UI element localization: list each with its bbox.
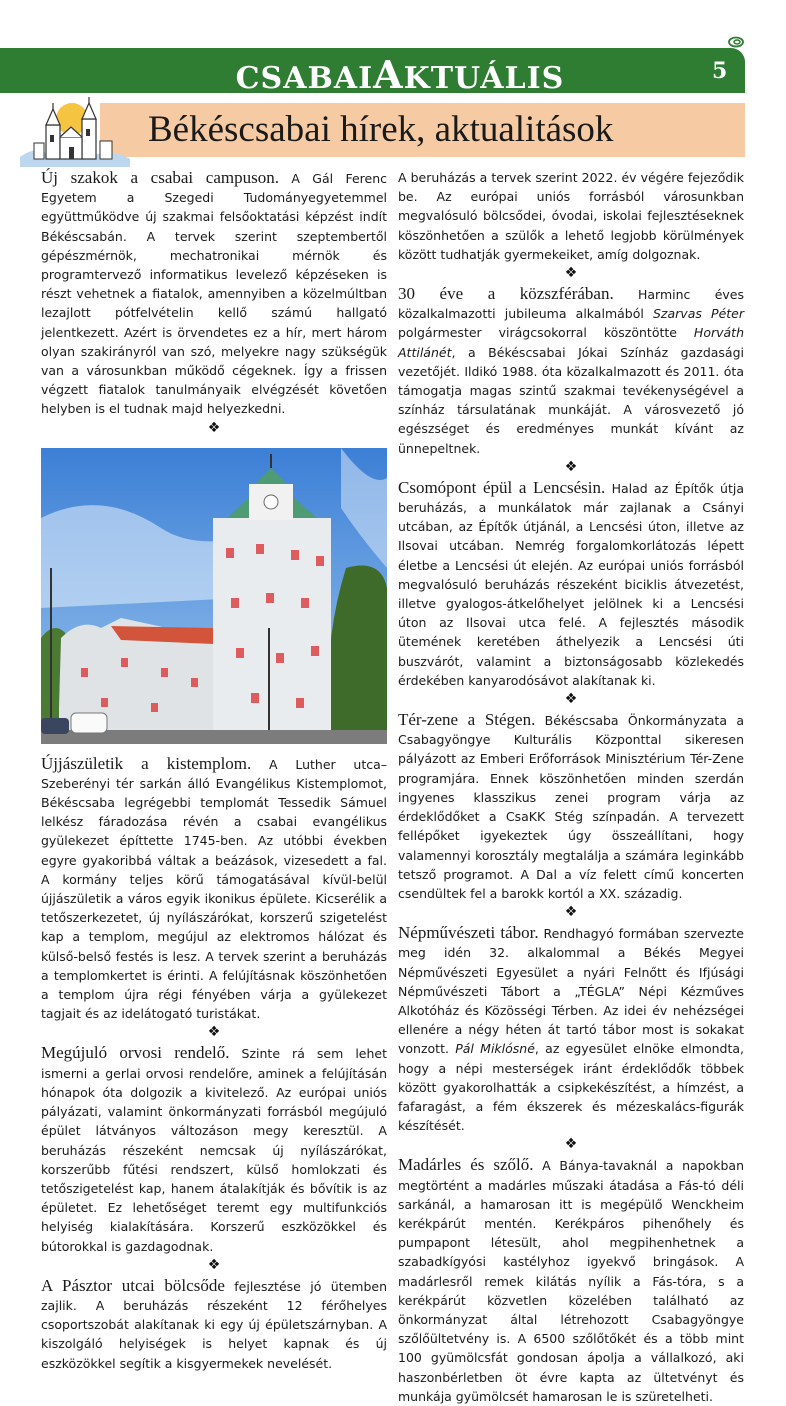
- article-csomopont: [398, 478, 744, 690]
- separator-ornament: ❖: [564, 458, 578, 475]
- article-body: A beruházás a tervek szerint 2022. év végére fejeződik be. Az európai uniós forrásból városunkban megvalósuló bölcsődei, óvodai, iskolai fejlesztéseknek köszönhetően a szülők a lehető legjobb körülmények között tudhatják gyermekeiket, amíg dolgoznak.: [398, 170, 744, 262]
- article-title: Madárles és szőlő.: [398, 1155, 534, 1175]
- separator-ornament: ❖: [207, 1256, 221, 1273]
- masthead: [200, 52, 600, 97]
- left-column: [41, 168, 387, 1373]
- article-uj-szakok: [41, 168, 387, 419]
- article-title: 30 éve a közszférában.: [398, 284, 614, 304]
- article-title: Népművészeti tábor.: [398, 923, 539, 943]
- article-body: Békéscsaba Önkormányzata a Csabagyöngye Kulturális Központtal sikeresen pályázott az Emberi Erőforrások Minisztérium Tér-Zene programjára. Ennek köszönhetően minden szerdán ingyenes klasszikus zenei program várja az érdeklődőket a CsaKK Stég színpadán. A tervezett fellépőket igyekeztek úgy összeállítani, hogy valamennyi korosztály megtalálja a számára leginkább tetsző programot. A Dal a víz felett című koncerten csendültek fel a barokk kortól a XX. századig.: [398, 713, 744, 901]
- article-ter-zene: [398, 710, 744, 903]
- article-title: Megújuló orvosi rendelő.: [41, 1043, 230, 1063]
- article-title: Csomópont épül a Lencsésin.: [398, 477, 606, 497]
- article-title: Újjászületik a kistemplom.: [41, 753, 252, 773]
- separator-ornament: ❖: [207, 1024, 221, 1041]
- separator-ornament: ❖: [564, 265, 578, 282]
- article-body: , az egyesület elnöke elmondta, hogy a népi mesterségek iránt érdeklődők többek között gyakorolhatták a csipkekészítést, a hímzést, a fafaragást, a fém ékszerek és mézeskalács-figurák készítését.: [398, 1041, 744, 1134]
- section-title-band: [100, 103, 745, 157]
- separator-ornament: ❖: [564, 1136, 578, 1153]
- article-kozszfera: [398, 284, 744, 458]
- article-title: Új szakok a csabai campuson.: [41, 168, 279, 187]
- page-number: 5: [712, 58, 728, 84]
- article-madarles: [398, 1155, 744, 1406]
- church-photo: [41, 448, 387, 744]
- article-body: Szinte rá sem lehet ismerni a gerlai orvosi rendelőre, aminek a felújításán hónapok óta dolgozik a kivitelező. Az európai uniós pályázati, valamint önkormányzati forrásból megújuló épület látványos változáson megy keresztül. A beruházás részeként nemcsak új nyílászárókat, korszerűbb fűtési rendszert, külső homlokzati és tetőszigetelést kap, hanem átalakítják és bővítik is az épületet. Ez lehetőséget teremt egy multifunkciós helyiség kialakítására. Korszerű eszközökkel és bútorokkal is gazdagodnak.: [41, 1046, 387, 1254]
- church-logo-icon: [20, 95, 130, 167]
- article-bolcsode-continued: [398, 168, 744, 264]
- article-nepmuveszeti: [398, 923, 744, 1135]
- article-bolcsode: [41, 1276, 387, 1373]
- article-body: polgármester virágcsokorral köszöntötte: [398, 325, 694, 341]
- masthead-initial: A: [373, 52, 404, 97]
- article-body: A Bánya-tavaknál a napokban megtörtént a madárles műszaki átadása a Fás-tó déli sarkánál, a hamarosan itt is megépülő Wenckheim kerékpárút mentén. Kerékpáros pihenőhely és pumpapont létesült, ahol megpihenhetnek a szabadkígyósi kastélyhoz igyekvő bringások. A madárlesről remek kilátás nyílik a Fás-tóra, s a kerékpárút közvetlen közelében található az önkormányzat által létrehozott Csabagyöngye szőlőültetvény is. A 6500 szőlőtőkét és a több mint 100 gyümölcsfát gondosan ápolja a vállalkozó, aki haszonbérletben öt évre kapta az ültetvényt és munkája gyümölcsét hamarosan le is szüretelheti.: [398, 1158, 744, 1404]
- right-column: [398, 168, 744, 1406]
- article-body: Harminc éves közalkalmazotti jubileuma alkalmából: [398, 287, 744, 322]
- article-body: Halad az Építők útja beruházás, a munkálatok már zajlanak a Csányi utcában, az Építők útjánál, a Lencsési úton, illetve az Ilsovai utcában. Nemrég forgalomkorlátozás lépett életbe a Lencsési út elején. Az európai uniós forrásból megvalósuló beruházás részeként biciklis átvezetést, illetve gyalogos-átkelőhelyet jelölnek ki a Lencsési úton az Ilsovai utca felé. A fejlesztés második ütemének keretében áthelyezik a Lencsési úti buszvárót, valamint a biztonságosabb közlekedés érdekében kanyarodósávot alakítanak ki.: [398, 480, 744, 688]
- article-body: A Gál Ferenc Egyetem a Szegedi Tudományegyetemmel együttműködve új szakmai felsőoktatási képzést indít Békéscsabán. A tervek szerint szeptembertől gépészmérnök, mechatronikai mérnök és programtervező informatikus levelező képzéseken is részt vehetnek a fiatalok, amennyiben a közelmúltban lezajlott pótfelvételin kellő számú hallgató jelentkezett. Azért is örvendetes ez a hír, mert három olyan szakirányról van szó, melyekre nagy szükségük van a városunkban működő cégeknek. Így a frissen végzett fiatalok tanulmányaik elvégzését követően helyben is el tudnak majd helyezkedni.: [41, 171, 387, 417]
- article-body: , a Békéscsabai Jókai Színház gazdasági vezetőjét. Ildikó 1988. óta közalkalmazott és 2011. óta támogatja magas szintű szakmai tevékenységével a színház társulatának munkáját. A városvezető jó egészséget és eredményes munkát kívánt az ünnepeltnek.: [398, 344, 744, 456]
- article-body: Rendhagyó formában szervezte meg idén 32. alkalommal a Békés Megyei Népművészeti Egyesület a nyári Felnőtt és Ifjúsági Népművészeti Tábort a „TÉGLA” Népi Kézműves Alkotóház és Közösségi Térben. Az idei év nehézségei ellenére a négy héten át tartó tábor most is sokakat vonzott.: [398, 926, 744, 1057]
- article-body: fejlesztése jó ütemben zajlik. A beruházás részeként 12 férőhelyes csoportszobát alakítanak ki egy új épületszárnyban. A kiszolgáló helyiségek is helyet kapnak és új eszközökkel segítik a kisgyermekek nevelését.: [41, 1278, 387, 1371]
- section-title: Békéscsabai hírek, aktualitások: [148, 109, 614, 150]
- separator-ornament: ❖: [207, 419, 221, 436]
- masthead-left: CSABAI: [235, 61, 374, 96]
- article-ujjaszuletik: [41, 754, 387, 1024]
- person-name: Szarvas Péter: [653, 306, 744, 322]
- person-name: Horváth Attilánét: [398, 325, 744, 360]
- article-body: A Luther utca–Szeberényi tér sarkán álló Evangélikus Kistemplomot, Békéscsaba legrégebbi templomát Tessedik Sámuel lelkész fáradozása révén a csabai evangélikus gyülekezet építtette 1745-ben. Az utóbbi években egyre gyakoribbá váltak a beázások, vizesedett a fal. A kormány teljes körű támogatásával kívül-belül újjászületik a város egyik ikonikus épülete. Kicserélik a tetőszerkezetet, új nyílászárókat, korszerű szigetelést kap a templom, megújul az elektromos hálózat és külső-belső festés is lesz. A tervek szerint a beruházás a templomkertet is érinti. A felújításnak köszönhetően a templom újra régi fényében várja a gyülekezet tagjait és az idelátogató turistákat.: [41, 756, 388, 1022]
- masthead-rest: KTUÁLIS: [403, 61, 565, 96]
- person-name: Pál Miklósné: [455, 1041, 535, 1057]
- article-title: Tér-zene a Stégen.: [398, 710, 536, 730]
- article-orvosi-rendelo: [41, 1043, 387, 1255]
- swirl-icon: [727, 36, 745, 48]
- separator-ornament: ❖: [564, 691, 578, 708]
- article-title: A Pásztor utcai bölcsőde: [41, 1275, 225, 1295]
- separator-ornament: ❖: [564, 904, 578, 921]
